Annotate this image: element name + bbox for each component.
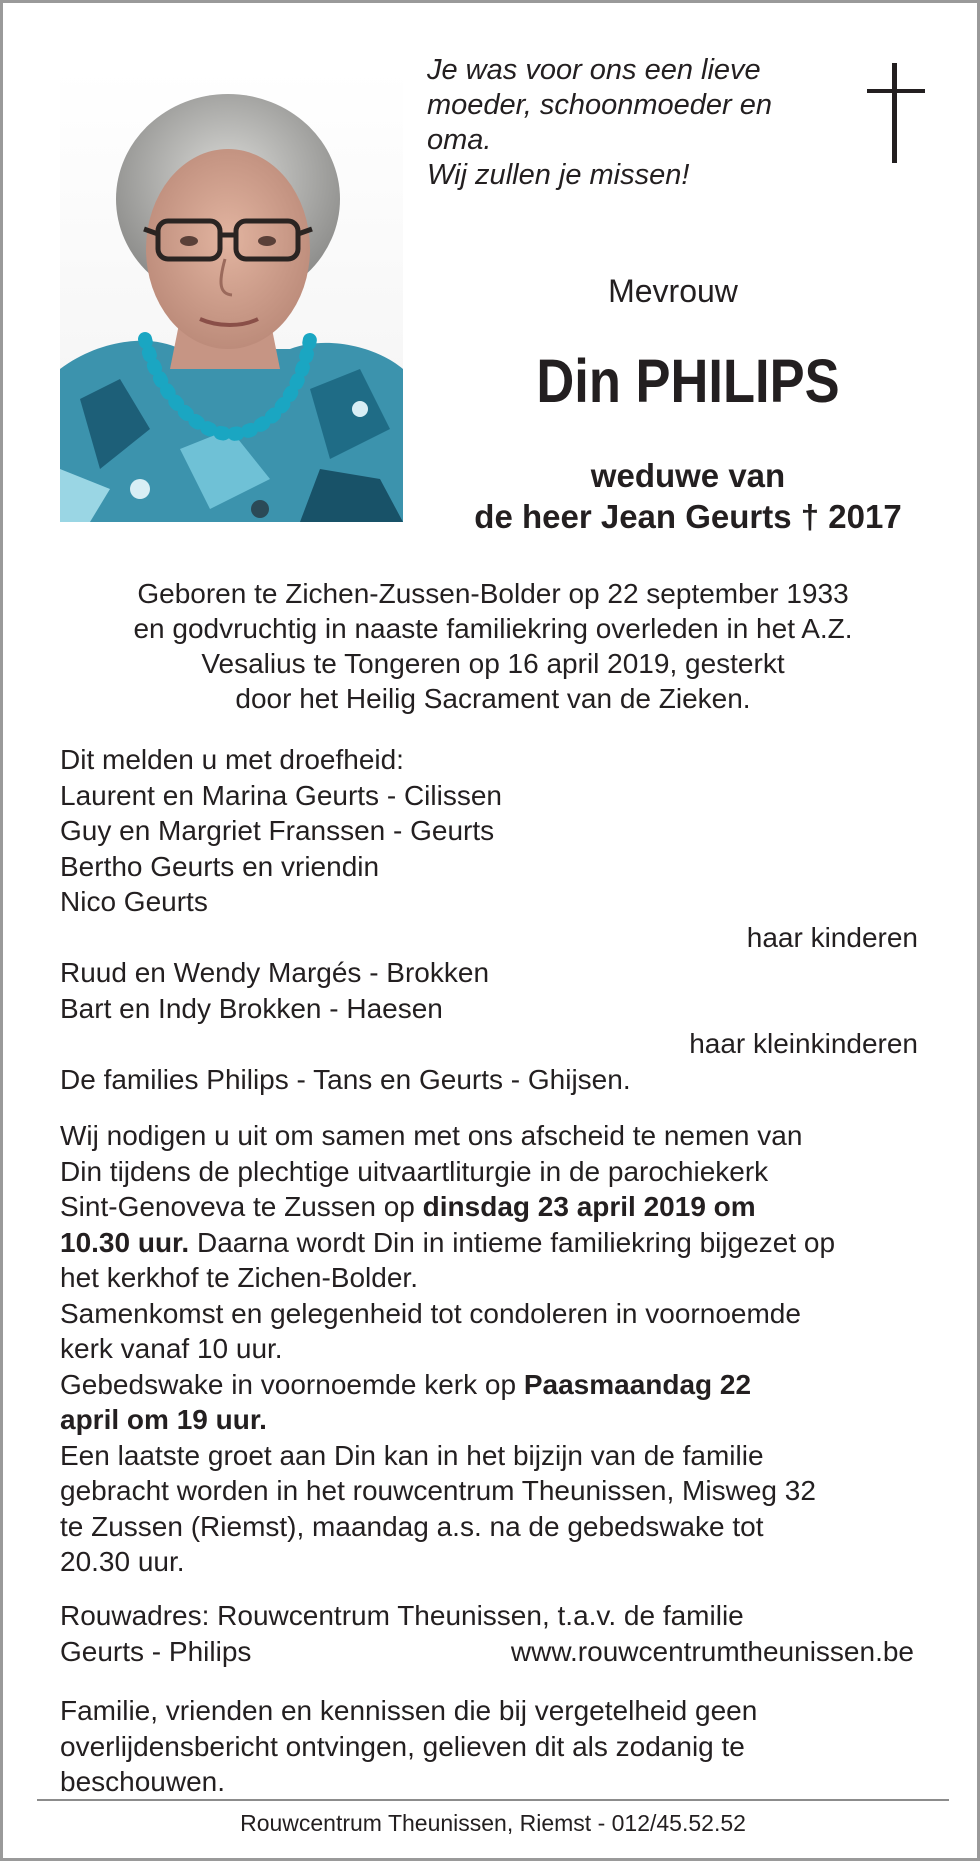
family-list	[60, 742, 918, 1097]
verse-line: moeder, schoonmoeder en	[427, 89, 772, 121]
service-time: 10.30 uur.	[60, 1226, 190, 1258]
service-date: dinsdag 23 april 2019 om	[422, 1191, 756, 1222]
verse-line: Je was voor ons een lieve	[427, 54, 761, 86]
address-line: Rouwadres: Rouwcentrum Theunissen, t.a.v. de familie	[60, 1600, 744, 1631]
service-line: Samenkomst en gelegenheid tot condoleren in voornoemde	[60, 1297, 801, 1329]
website-link[interactable]: www.rouwcentrumtheunissen.be	[510, 1635, 914, 1667]
service-line: te Zussen (Riemst), maandag a.s. na de gebedswake tot	[60, 1510, 764, 1542]
verse-line: oma.	[427, 124, 492, 156]
memorial-verse	[427, 53, 827, 193]
footer-contact: Rouwcentrum Theunissen, Riemst - 012/45.52.52	[240, 1810, 746, 1836]
families-entry: De families Philips - Tans en Geurts - Ghijsen.	[60, 1063, 631, 1095]
service-line	[60, 1367, 940, 1403]
child-entry: Laurent en Marina Geurts - Cilissen	[60, 779, 502, 811]
vigil-date: Paasmaandag 22	[523, 1368, 752, 1400]
service-line: Een laatste groet aan Din kan in het bijzijn van de familie	[60, 1439, 764, 1471]
service-line: gebracht worden in het rouwcentrum Theunissen, Misweg 32	[60, 1475, 816, 1506]
details-line: door het Heilig Sacrament van de Zieken.	[235, 683, 751, 714]
service-text: Daarna wordt Din in intieme familiekring bijgezet op	[189, 1226, 836, 1258]
vigil-text: Gebedswake in voornoemde kerk op	[60, 1368, 524, 1400]
grandchildren-label: haar kleinkinderen	[689, 1028, 918, 1059]
birth-death-details	[43, 576, 943, 716]
notice-line: Familie, vrienden en kennissen die bij vergetelheid geen	[60, 1695, 758, 1726]
notice-text	[60, 1693, 940, 1800]
family-intro: Dit melden u met droefheid:	[60, 744, 404, 775]
family-name: Geurts - Philips	[60, 1635, 252, 1667]
service-line: het kerkhof te Zichen-Bolder.	[60, 1262, 418, 1293]
title-prefix: Mevrouw	[608, 273, 738, 309]
grandchild-entry: Ruud en Wendy Margés - Brokken	[60, 957, 490, 988]
vigil-time: april om 19 uur.	[60, 1404, 267, 1435]
portrait-image	[60, 69, 403, 522]
mourning-address	[60, 1598, 940, 1669]
service-line: kerk vanaf 10 uur.	[60, 1333, 283, 1364]
address-line	[60, 1634, 940, 1670]
cross-icon	[867, 63, 925, 163]
deceased-name: Din PHILIPS	[536, 347, 840, 415]
service-line	[60, 1402, 940, 1438]
service-line: Wij nodigen u uit om samen met ons afscheid te nemen van	[60, 1120, 803, 1151]
widow-line: weduwe van	[590, 457, 786, 494]
grandchild-entry: Bart en Indy Brokken - Haesen	[60, 992, 443, 1024]
portrait-photo	[60, 69, 403, 522]
service-line	[60, 1189, 940, 1225]
service-line: 20.30 uur.	[60, 1546, 185, 1577]
details-line: en godvruchtig in naaste familiekring overleden in het A.Z.	[133, 613, 853, 644]
verse-line: Wij zullen je missen!	[427, 159, 690, 191]
child-entry: Bertho Geurts en vriendin	[60, 850, 380, 882]
widow-of	[423, 455, 953, 537]
child-entry: Nico Geurts	[60, 886, 208, 917]
funeral-service-info	[60, 1118, 940, 1580]
child-entry: Guy en Margriet Franssen - Geurts	[60, 815, 495, 846]
service-text: Sint-Genoveva te Zussen op	[60, 1191, 423, 1222]
notice-line: beschouwen.	[60, 1766, 226, 1797]
service-line	[60, 1225, 940, 1261]
notice-line: overlijdensbericht ontvingen, gelieven dit als zodanig te	[60, 1730, 745, 1762]
details-line: Vesalius te Tongeren op 16 april 2019, gesterkt	[201, 648, 785, 679]
footer-divider	[37, 1799, 949, 1801]
spouse-line: de heer Jean Geurts † 2017	[474, 498, 902, 535]
children-label: haar kinderen	[746, 921, 918, 953]
service-line: Din tijdens de plechtige uitvaartliturgie in de parochiekerk	[60, 1155, 769, 1187]
details-line: Geboren te Zichen-Zussen-Bolder op 22 september 1933	[137, 578, 849, 609]
